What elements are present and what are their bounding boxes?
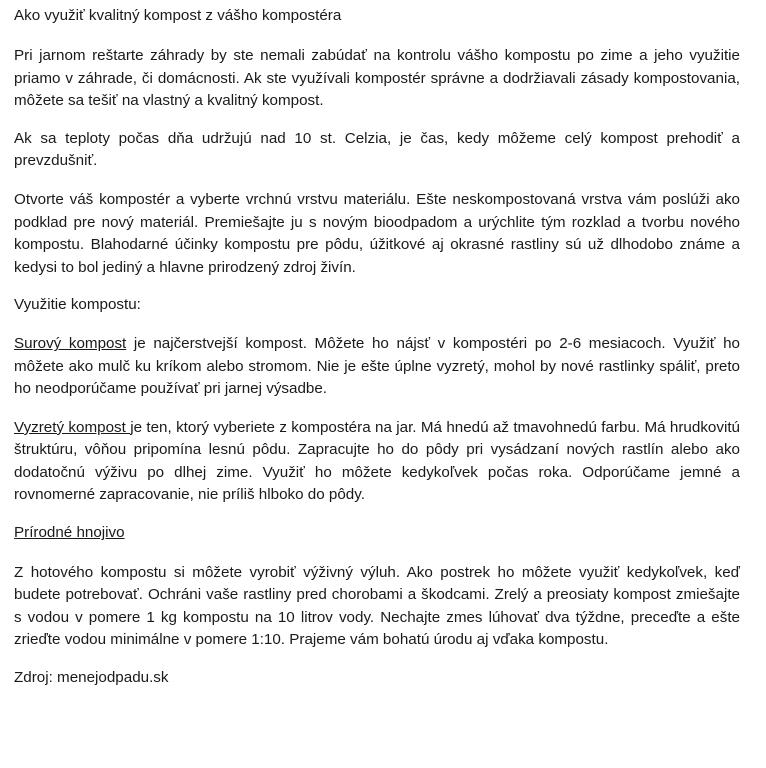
paragraph-mature-compost xyxy=(14,417,740,507)
mature-compost-text: je ten, ktorý vyberiete z kompostéra na jar. Má hnedú až tmavohnedú farbu. Má hrudkovitú štruktúru, vôňou pripomína lesnú pôdu. Zapracujte ho do pôdy pri vysádzaní nových rastlín alebo ako dodatočnú výživu po dlhej zime. Využiť ho môžete kedykoľvek počas roka. Odporúčame jemné a rovnomerné zapracovanie, nie príliš hlboko do pôdy. xyxy=(14,418,740,503)
paragraph-natural-fertilizer: Z hotového kompostu si môžete vyrobiť výživný výluh. Ako postrek ho môžete využiť kedykoľvek, keď budete potrebovať. Ochráni vaše rastliny pred chorobami a škodcami. Zrelý a preosiaty kompost zmiešajte s vodou v pomere 1 kg kompostu na 10 litrov vody. Nechajte zmes lúhovať dva týždne, preceďte a ešte zrieďte vodou minimálne v pomere 1:10. Prajeme vám bohatú úrodu aj vďaka kompostu. xyxy=(14,563,740,648)
raw-compost-text: je najčerstvejší kompost. Môžete ho nájsť v kompostéri po 2-6 mesiacoch. Využiť ho môžete ako mulč ku kríkom alebo stromom. Nie je ešte úplne vyzretý, mohol by nové rastlinky spáliť, preto ho neodporúčame používať pri jarnej výsadbe. xyxy=(14,335,740,398)
mature-compost-term: Vyzretý kompost xyxy=(14,418,131,436)
fertilizer-heading-text: Prírodné hnojivo xyxy=(14,524,125,542)
document-title: Ako využiť kvalitný kompost z vášho kompostéra xyxy=(14,7,342,24)
paragraph-raw-compost xyxy=(14,333,740,400)
paragraph-open-composter: Otvorte váš kompostér a vyberte vrchnú vrstvu materiálu. Ešte neskompostovaná vrstva vám poslúži ako podklad pre nový materiál. Premiešajte ju s novým bioodpadom a urýchlite tým rozklad a tvorbu nového kompostu. Blahodarné účinky kompostu pre pôdu, úžitkové aj okrasné rastliny sú už dlhodobo známe a kedysi to bol jediný a hlavne prirodzený zdroj živín. xyxy=(14,191,740,276)
usage-heading: Využitie kompostu: xyxy=(14,296,141,314)
raw-compost-term: Surový kompost xyxy=(14,335,127,353)
source-line: Zdroj: menejodpadu.sk xyxy=(14,669,169,687)
paragraph-spring-restart: Pri jarnom reštarte záhrady by ste nemali zabúdať na kontrolu vášho kompostu po zime a jeho využitie priamo v záhrade, či domácnosti. Ak ste využívali kompostér správne a dodržiavali zásady kompostovania, môžete sa tešiť na vlastný a kvalitný kompost. xyxy=(14,47,740,110)
fertilizer-heading xyxy=(14,522,740,544)
paragraph-temperature: Ak sa teploty počas dňa udržujú nad 10 st. Celzia, je čas, kedy môžeme celý kompost prehodiť a prevzdušniť. xyxy=(14,129,740,170)
